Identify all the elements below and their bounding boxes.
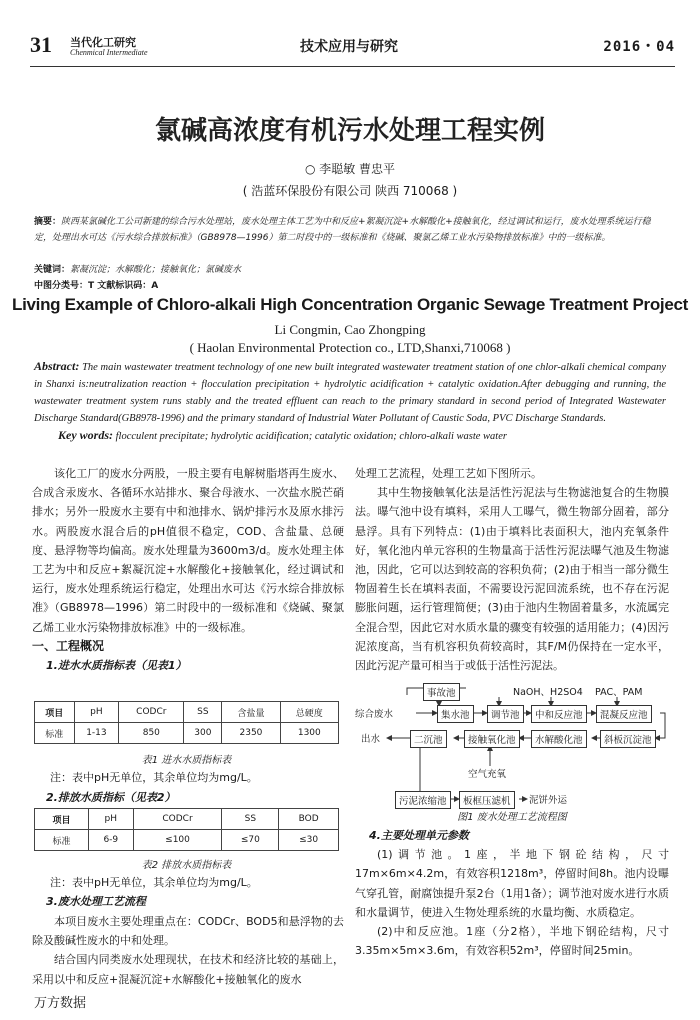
paragraph: 处理工艺流程，处理工艺如下图所示。	[355, 467, 542, 480]
chinese-keywords	[34, 262, 666, 278]
table-cell: 标准	[35, 830, 89, 851]
paragraph: 结合国内同类废水处理现状，在技术和经济比较的基础上，采用以中和反应+混凝沉淀+水解酸化+接触氧化的废水	[32, 953, 344, 986]
process-flow-diagram	[355, 686, 669, 806]
english-keywords-label: Key words:	[58, 428, 113, 442]
coagulation-pool-box: 混凝反应池	[596, 705, 652, 723]
paragraph: (1)调节池。1座，半地下钢砼结构，尺寸17m×6m×4.2m，有效容积1218m³，停留时间8h。池内设曝气穿孔管，耐腐蚀提升泵2台（1用1备）；调节池对废水进行水质和水量调节，使进入生物处理系统的水量均衡、水质稳定。	[355, 848, 669, 919]
table-cell: 含盐量	[222, 702, 280, 723]
keywords-label: 关键词：	[34, 265, 71, 275]
table-cell: 850	[119, 723, 184, 744]
sludge-out-label: 泥饼外运	[529, 795, 568, 806]
regulating-pool-box: 调节池	[487, 705, 524, 723]
journal-subtitle: Chenmical Intermediate	[70, 48, 148, 57]
english-keywords	[58, 428, 658, 443]
table-cell: 1300	[280, 723, 338, 744]
article-title: 氯碱高浓度有机污水处理工程实例	[154, 116, 545, 146]
table-cell: 300	[184, 723, 222, 744]
inflow-label: 综合废水	[355, 709, 394, 720]
pac-label: PAC、PAM	[595, 687, 643, 698]
journal-name: 当代化工研究	[70, 36, 136, 49]
paragraph: 本项目废水主要处理重点在：CODCr、BOD5和悬浮物的去除及酸碱性废水的中和处理。	[32, 915, 344, 948]
table-cell: pH	[89, 809, 134, 830]
neutralization-pool-box: 中和反应池	[531, 705, 587, 723]
table1-caption: 表1 进水水质指标表	[141, 755, 232, 766]
table-cell: 项目	[35, 809, 89, 830]
table-cell: ≤100	[133, 830, 222, 851]
issue-number: 2016・04	[603, 39, 675, 55]
contact-oxidation-box: 接触氧化池	[464, 730, 520, 748]
inflow-quality-table	[34, 701, 339, 744]
english-affiliation: ( Haolan Environmental Protection co., LTD,Shanxi,710068 )	[189, 340, 511, 355]
table-cell: SS	[184, 702, 222, 723]
aeration-label: 空气充氧	[468, 769, 507, 780]
left-column	[32, 464, 344, 675]
english-abstract-text: The main wastewater treatment technology of one new built integrated wastewater treatment station of one chlor-alkali chemical company in Shanxi is:neutralization reaction + flocculation precipitation + hydrolytic acidification + catalytic oxidation.After debugging and running, the wastewater treatment system runs stably and the treated effluent can reach to the primary standard in second period of Integrated Wastewater Discharge Standard(GB8978-1996) and the primary standard of Industrial Water Pollutant of Caustic Soda, PVC Discharge Standards.	[34, 362, 667, 424]
subsection-heading: 1.进水水质指标表（见表1）	[46, 659, 187, 673]
subsection-heading: 3.废水处理工艺流程	[46, 895, 146, 908]
hydrolysis-pool-box: 水解酸化池	[531, 730, 587, 748]
table-row	[35, 830, 339, 851]
table-cell: SS	[222, 809, 279, 830]
table-cell: 项目	[35, 702, 75, 723]
table-cell: CODCr	[119, 702, 184, 723]
page-number: 31	[30, 32, 52, 57]
page-header	[30, 32, 675, 67]
process-paragraphs	[32, 912, 344, 989]
table-cell: 总硬度	[280, 702, 338, 723]
table-cell: pH	[74, 702, 119, 723]
table-cell: ≤30	[279, 830, 339, 851]
table-cell: BOD	[279, 809, 339, 830]
chinese-abstract	[34, 214, 666, 246]
section-heading: 一、工程概况	[32, 638, 105, 653]
english-authors: Li Congmin, Cao Zhongping	[274, 322, 426, 337]
table-row	[35, 723, 339, 744]
table2-note: 注：表中pH无单位，其余单位均为mg/L。	[50, 876, 258, 889]
abstract-label: 摘要：	[34, 217, 62, 227]
subsection-heading: 4.主要处理单元参数	[369, 829, 469, 842]
authors: ○ 李聪敏 曹忠平	[304, 162, 396, 176]
table1-note: 注：表中pH无单位，其余单位均为mg/L。	[50, 771, 258, 784]
discharge-quality-table	[34, 808, 339, 851]
keywords-text: 絮凝沉淀；水解酸化；接触氧化；氯碱废水	[70, 265, 242, 275]
paragraph: (2)中和反应池。1座（分2格），半地下钢砼结构，尺寸3.35m×5m×3.6m，有效容积52m³，停留时间25min。	[355, 925, 669, 958]
collection-pool-box: 集水池	[437, 705, 474, 723]
secondary-settling-box: 二沉池	[410, 730, 447, 748]
filter-press-box: 板框压滤机	[459, 791, 515, 809]
table-cell: 标准	[35, 723, 75, 744]
subsection-heading: 2.排放水质指标（见表2）	[46, 791, 176, 804]
table-cell: 2350	[222, 723, 280, 744]
table-cell: CODCr	[133, 809, 222, 830]
classification: 中图分类号：T 文献标识码：A	[34, 281, 159, 291]
table-cell: 1-13	[74, 723, 119, 744]
abstract-text: 陕西某氯碱化工公司新建的综合污水处理站，废水处理主体工艺为中和反应+絮凝沉淀+水解酸化+接触氧化，经过调试和运行，废水处理系统运行稳定，处理出水可达《污水综合排放标准》（GB8978—1996）第二时段中的一级标准和《烧碱、聚氯乙烯工业水污染物排放标准》中的一级标准。	[34, 217, 651, 243]
table-cell: ≤70	[222, 830, 279, 851]
section-title: 技术应用与研究	[300, 39, 398, 55]
english-abstract-label: Abstract:	[34, 359, 80, 373]
accident-pool-box: 事故池	[423, 683, 460, 701]
table-header-row	[35, 702, 339, 723]
table-cell: 6-9	[89, 830, 134, 851]
sludge-thickener-box: 污泥浓缩池	[395, 791, 451, 809]
paragraph: 其中生物接触氧化法是活性污泥法与生物滤池复合的生物膜法。曝气池中设有填料，采用人工曝气，微生物部分固着，部分悬浮。具有下列特点：(1)由于填料比表面积大，池内充氧条件好，氧化池内单元容积的生物量高于活性污泥法曝气池及生物滤池，因此，它可以达到较高的容积负荷；(2)由于相当一部分微生物固着生长在填料表面，不需要设污泥回流系统，也不存在污泥膨胀问题，运行管理简便；(3)由于池内生物固着量多，水流属完全混合型，因此它对水质水量的骤变有较强的适用能力；(4)因污泥浓度高，当有机容积负荷较高时，其F/M仍保持在一定水平，因此污泥产量可相当于或低于活性污泥法。	[355, 486, 669, 673]
english-keywords-text: flocculent precipitate; hydrolytic acidification; catalytic oxidation; chloro-alkali waste water	[115, 431, 507, 442]
table2-caption: 表2 排放水质指标表	[141, 860, 232, 871]
intro-paragraph: 该化工厂的废水分两股，一股主要有电解树脂塔再生废水、合成含汞废水、各循环水站排水、聚合母液水、一次盐水脱芒硝排水；另外一股废水主要有中和池排水、锅炉排污水及原水排污水。两股废水混合后的pH值很不稳定，COD、含盐量、总硬度、悬浮物等均偏高。废水处理量为3600m3/d。废水处理主体工艺为中和反应+絮凝沉淀+水解酸化+接触氧化，经过调试和运行，废水处理系统运行稳定，处理出水可达《污水综合排放标准》（GB8978—1996）第二时段中的一级标准和《烧碱、聚氯乙烯工业水污染物排放标准》中的一级标准。	[32, 467, 344, 634]
right-column	[355, 464, 669, 675]
english-abstract	[34, 358, 666, 427]
figure-caption: 图1 废水处理工艺流程图	[457, 812, 567, 823]
footer-watermark: 万方数据	[34, 996, 87, 1011]
outflow-label: 出水	[361, 734, 381, 745]
right-column-lower	[355, 826, 669, 960]
inclined-settling-box: 斜板沉淀池	[600, 730, 656, 748]
table-header-row	[35, 809, 339, 830]
english-title: Living Example of Chloro-alkali High Concentration Organic Sewage Treatment Project	[11, 295, 689, 314]
chemical-label: NaOH、H2SO4	[513, 687, 583, 698]
affiliation: ( 浩蓝环保股份有限公司 陕西 710068 )	[242, 184, 458, 198]
